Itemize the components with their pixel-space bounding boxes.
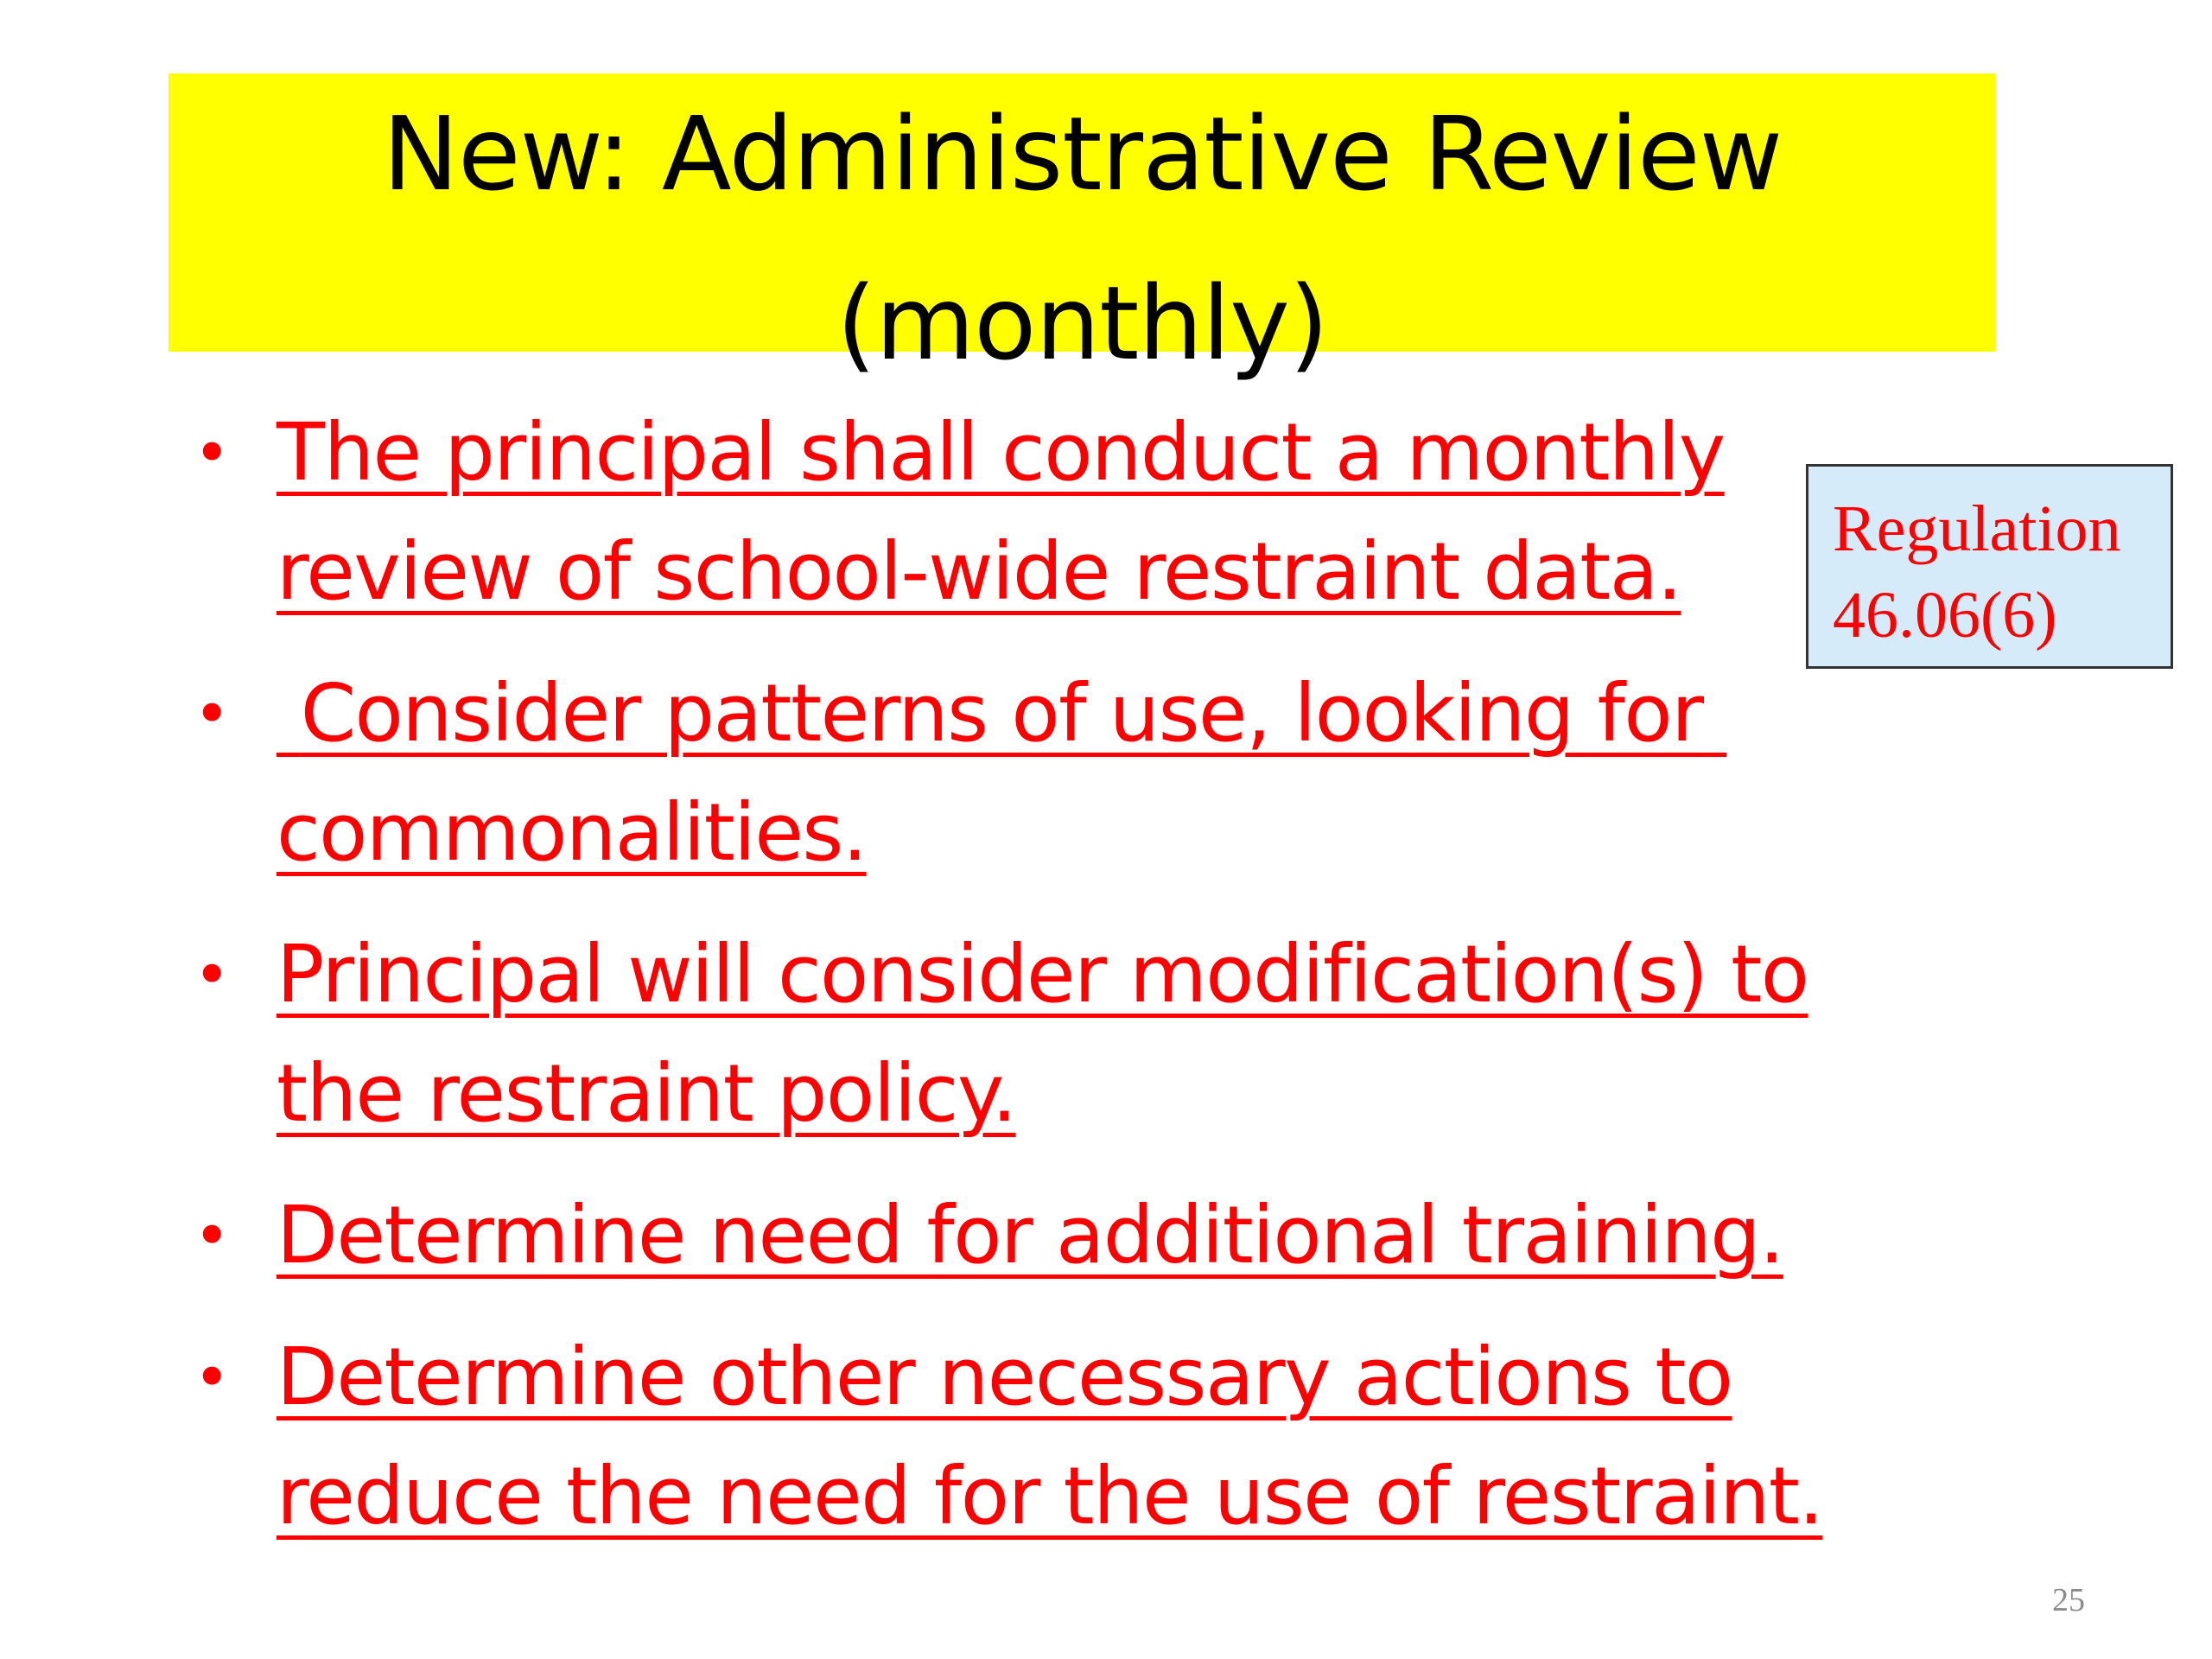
bullet-icon: • [194,938,231,1011]
bullet-item-other-actions [181,1318,1953,1556]
regulation-label: Regulation [1833,493,2121,565]
bullet-text: Consider patterns of use, looking for commonalities. [276,667,1727,879]
regulation-number: 46.06(6) [1833,579,2057,652]
bullet-icon: • [194,677,231,750]
bullet-item-monthly-review [181,393,1953,632]
bullet-text: Determine need for additional training. [276,1189,1783,1281]
page-number: 25 [2052,1582,2085,1618]
bullet-text: The principal shall conduct a monthly review of school-wide restraint data. [276,406,1725,618]
bullet-text: Principal will consider modification(s) to the restraint policy. [276,928,1808,1140]
bullet-list [181,393,1953,1579]
bullet-icon: • [194,416,231,489]
bullet-icon: • [194,1341,231,1414]
bullet-item-patterns [181,654,1953,893]
bullet-item-training [181,1176,1953,1295]
regulation-callout [1806,464,2173,669]
bullet-item-policy-modification [181,915,1953,1154]
slide-title-line-2: (monthly) [836,264,1328,383]
slide-title-line-1: New: Administrative Review [382,94,1783,213]
bullet-icon: • [194,1199,231,1272]
slide-title [168,69,1996,408]
bullet-text: Determine other necessary actions to reduce the need for the use of restraint. [276,1331,1823,1542]
